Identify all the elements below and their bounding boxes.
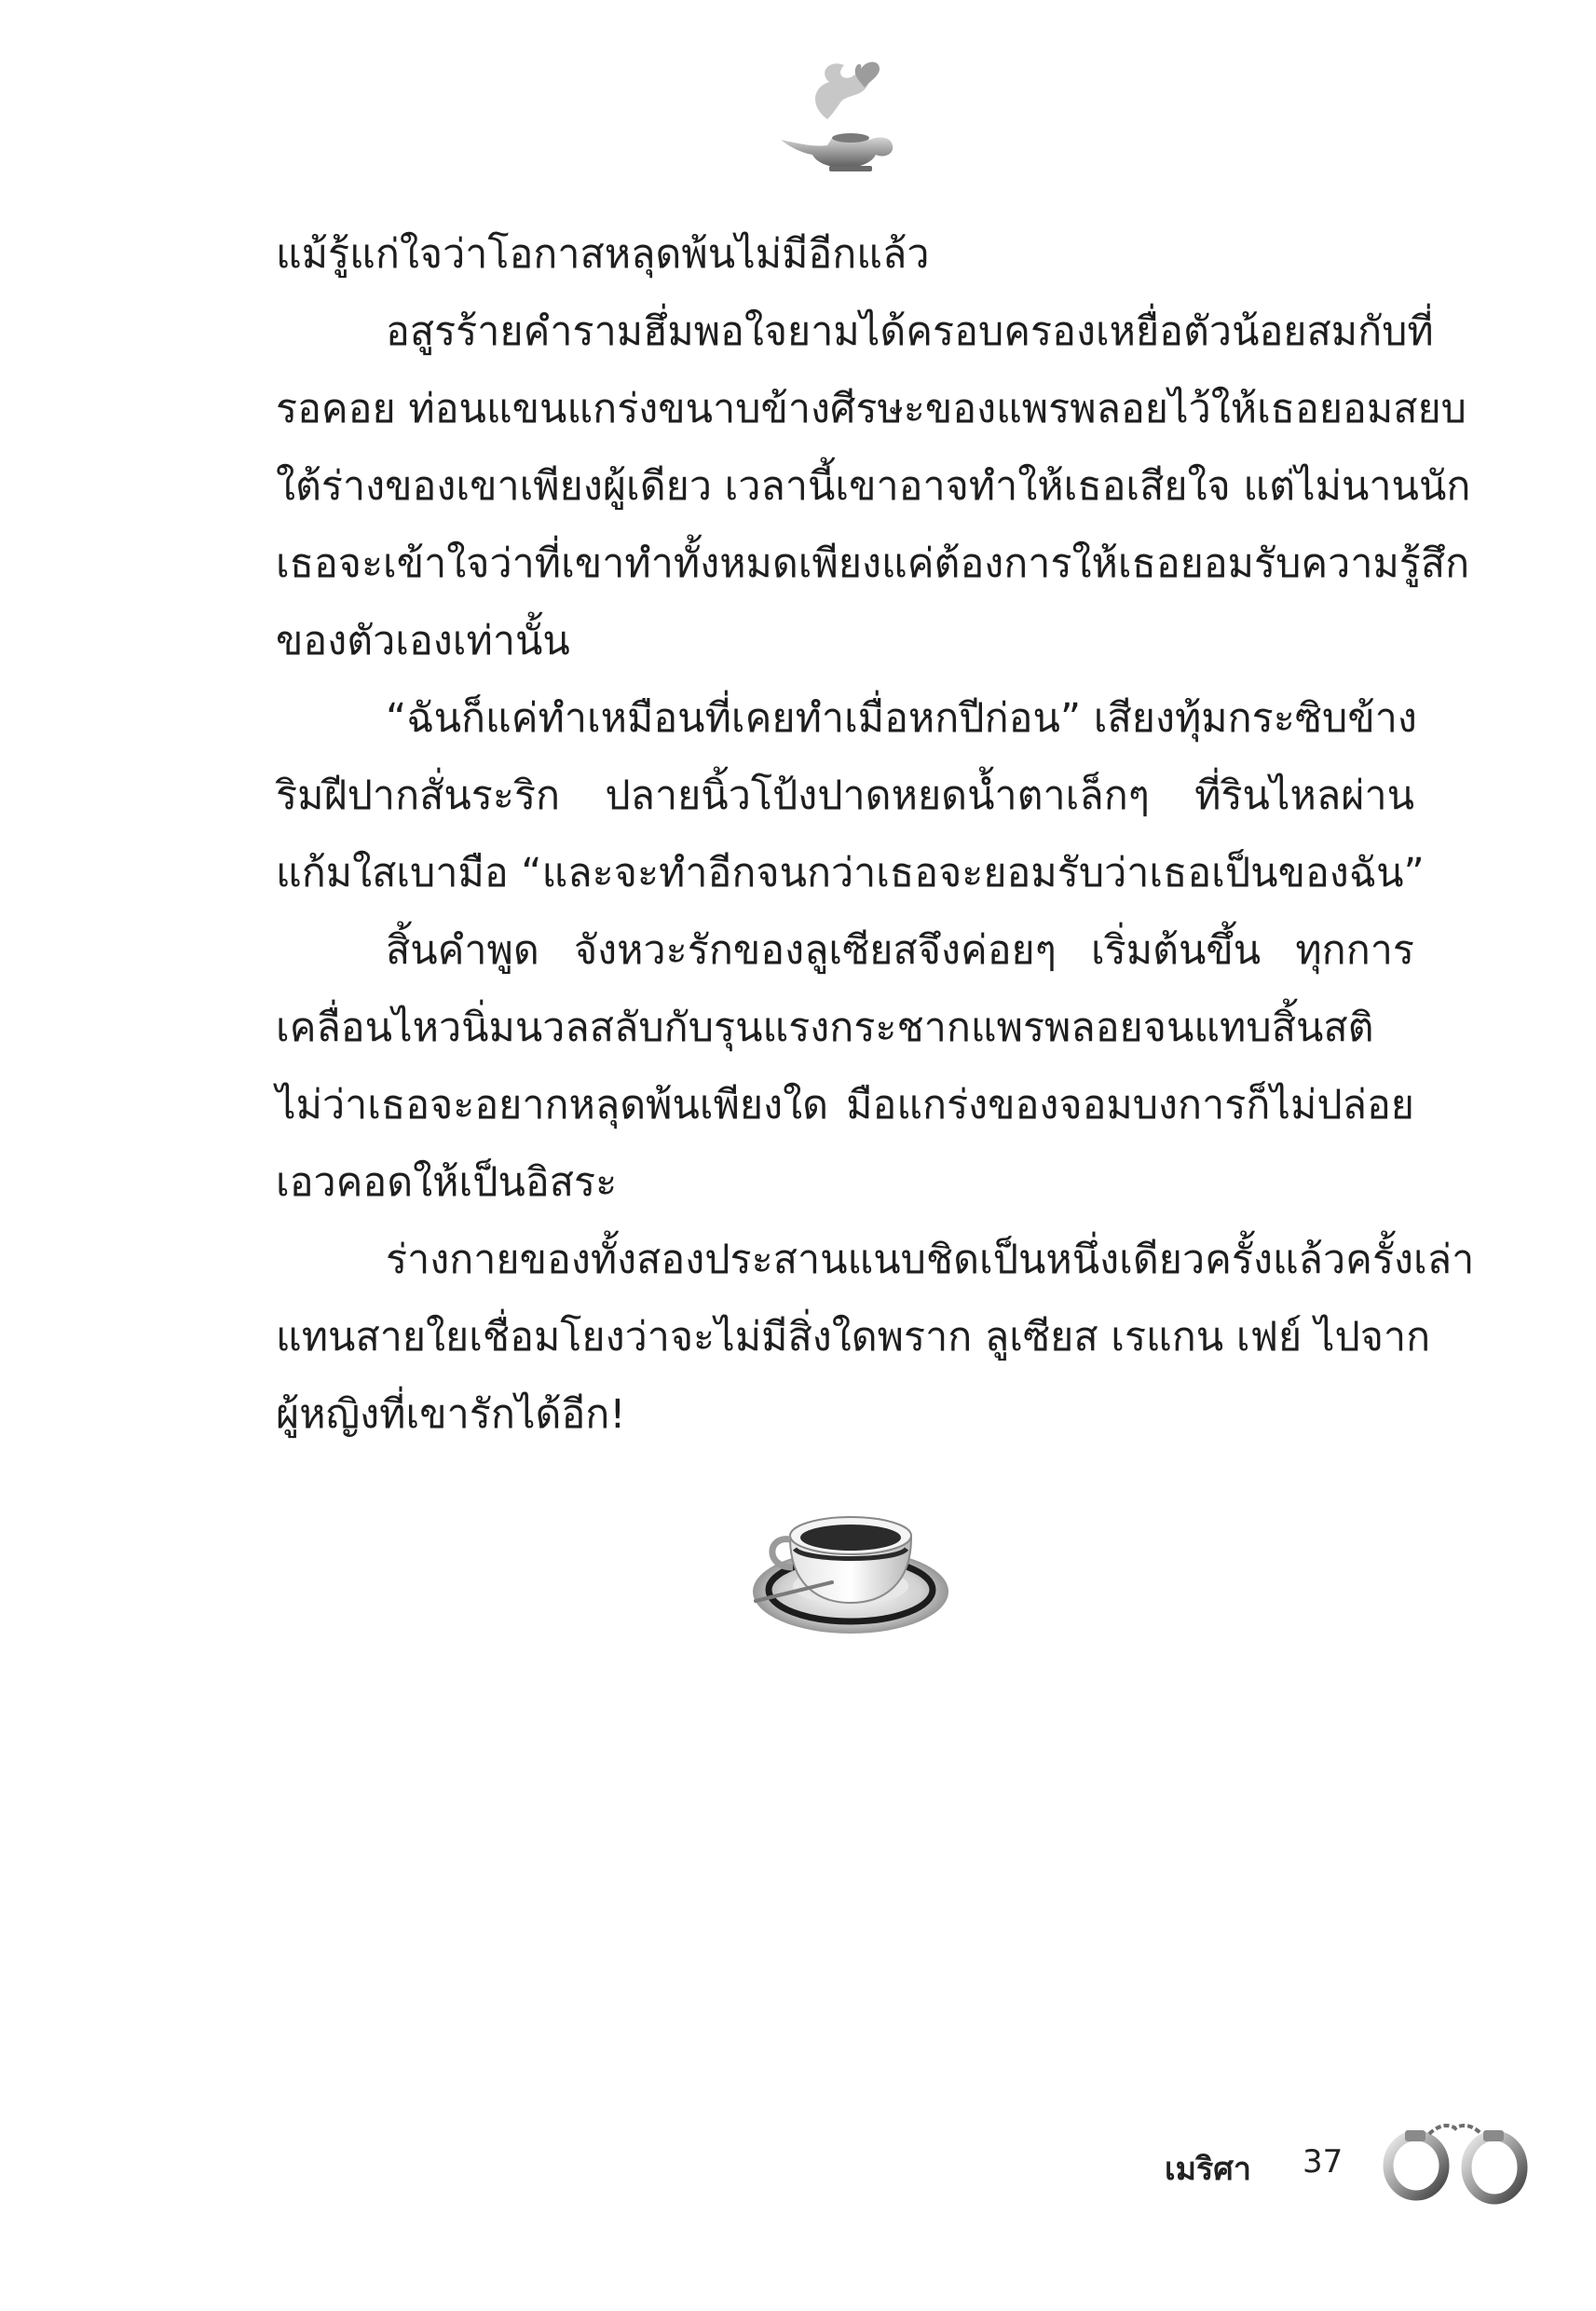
text-line: แม้รู้แก่ใจว่าโอกาสหลุดพ้นไม่มีอีกแล้ว — [276, 231, 930, 278]
text-line: อสูรร้ายคำรามฮึ่มพอใจยามได้ครอบครองเหยื่อตัวน้อยสมกับที่ — [386, 308, 1434, 355]
text-line: แก้มใสเบามือ “และจะทำอีกจนกว่าเธอจะยอมรับว่าเธอเป็นของฉัน” — [276, 850, 1425, 896]
page-number: 37 — [1303, 2143, 1344, 2181]
text-line: ร่างกายของทั้งสองประสานแนบชิดเป็นหนึ่งเดียวครั้งแล้วครั้งเล่า — [386, 1237, 1475, 1283]
text-line: ผู้หญิงที่เขารักได้อีก! — [276, 1391, 626, 1438]
story-text — [276, 216, 1475, 1454]
text-line: เอวคอดให้เป็นอิสระ — [276, 1159, 618, 1206]
text-line: สิ้นคำพูด จังหวะรักของลูเซียสจึงค่อยๆ เริ่มต้นขึ้น ทุกการ — [386, 927, 1414, 974]
text-line: ใต้ร่างของเขาเพียงผู้เดียว เวลานี้เขาอาจทำให้เธอเสียใจ แต่ไม่นานนัก — [276, 463, 1471, 510]
text-line: “ฉันก็แค่ทำเหมือนที่เคยทำเมื่อหกปีก่อน” เสียงทุ้มกระซิบข้าง — [386, 695, 1417, 742]
text-line: รอคอย ท่อนแขนแกร่งขนาบข้างศีรษะของแพรพลอยไว้ให้เธอยอมสยบ — [276, 386, 1466, 432]
text-line: ไม่ว่าเธอจะอยากหลุดพ้นเพียงใด มือแกร่งของจอมบงการก็ไม่ปล่อย — [276, 1082, 1414, 1128]
text-line: แทนสายใยเชื่อมโยงว่าจะไม่มีสิ่งใดพราก ลูเซียส เรแกน เฟย์ ไปจาก — [276, 1314, 1431, 1361]
text-line: ของตัวเองเท่านั้น — [276, 618, 570, 664]
genie-lamp-icon — [771, 54, 902, 175]
handcuffs-icon — [1377, 2108, 1535, 2215]
teacup-icon — [739, 1482, 953, 1645]
book-title: เมริศา — [1165, 2151, 1251, 2188]
text-line: เคลื่อนไหวนิ่มนวลสลับกับรุนแรงกระชากแพรพลอยจนแทบสิ้นสติ — [276, 1005, 1374, 1051]
text-line: เธอจะเข้าใจว่าที่เขาทำทั้งหมดเพียงแค่ต้องการให้เธอยอมรับความรู้สึก — [276, 540, 1470, 587]
text-line: ริมฝีปากสั่นระริก ปลายนิ้วโป้งปาดหยดน้ำตาเล็กๆ ที่รินไหลผ่าน — [276, 773, 1414, 819]
